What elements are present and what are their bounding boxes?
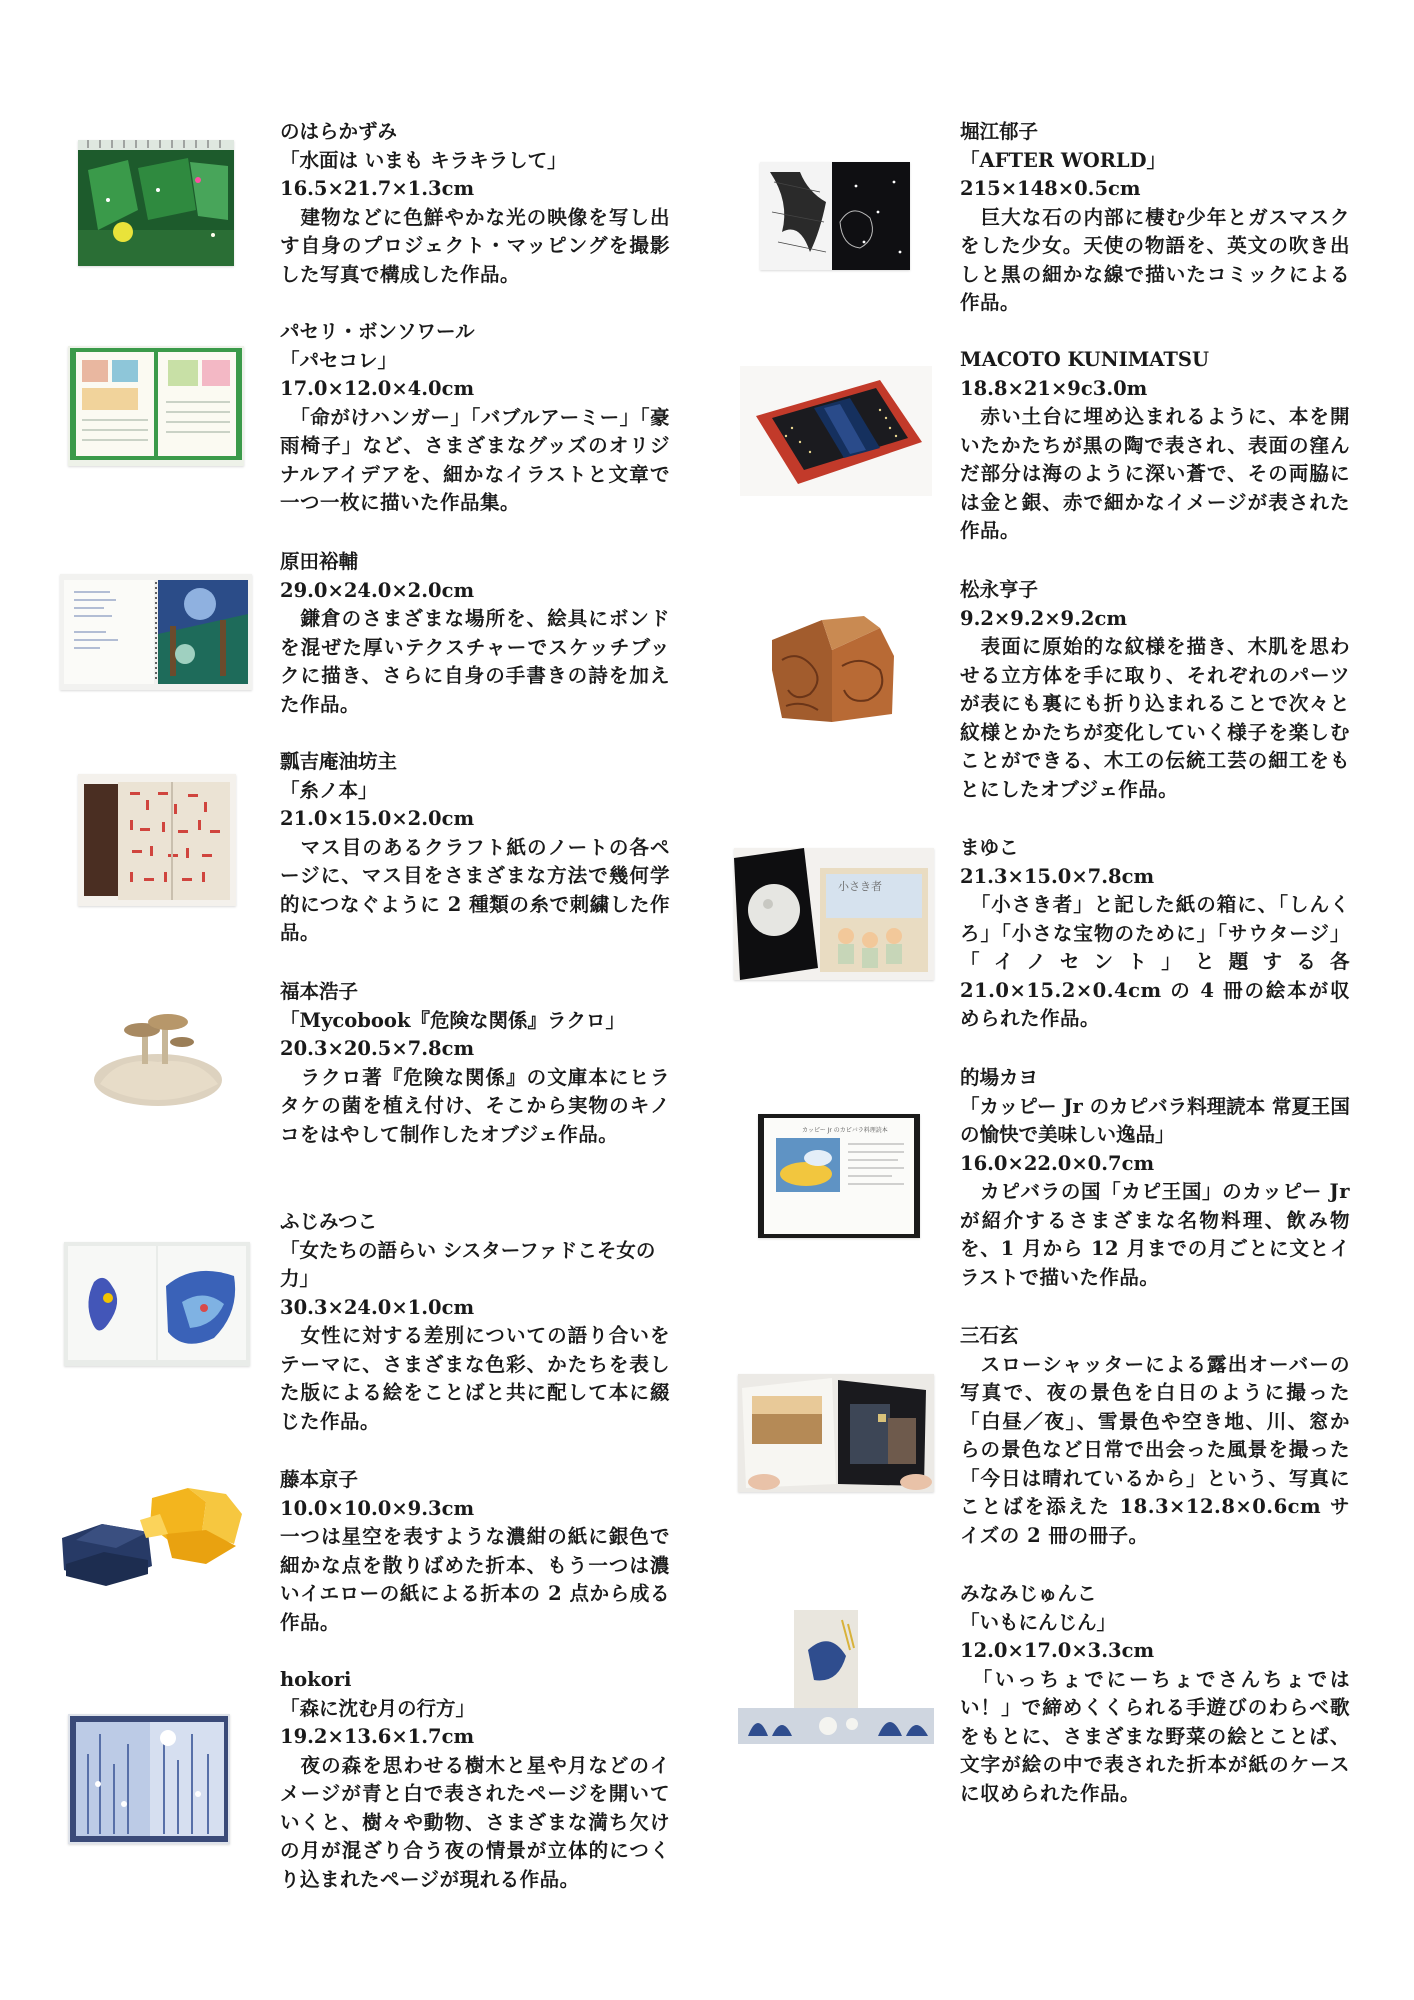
- work-description: 建物などに色鮮やかな光の映像を写し出す自身のプロジェクト・マッピングを撮影した写真で構成した作品。: [280, 205, 670, 286]
- artist-name: みなみじゅんこ: [960, 1582, 1097, 1605]
- artist-name: 福本浩子: [280, 980, 359, 1003]
- artwork-photo: [738, 1374, 934, 1492]
- entry-text: [280, 978, 670, 1149]
- entry-fukumoto-hiroko: [60, 978, 710, 1208]
- artist-name: hokori: [280, 1668, 352, 1691]
- work-description: 夜の森を思わせる樹木と星や月などのイメージが青と白で表されたページを開いていくと、樹々や動物、さまざまな満ち欠けの月が混ざり合う夜の情景が立体的につくり込まれたページが現れる作品。: [280, 1753, 670, 1891]
- work-size: 29.0×24.0×2.0cm: [280, 578, 475, 602]
- entry-minami-junko: [740, 1580, 1390, 1810]
- entry-horie-ikuko: [740, 118, 1390, 348]
- artwork-photo: [738, 1610, 934, 1744]
- work-description: マス目のあるクラフト紙のノートの各ページに、マス目をさまざまな方法で幾何学的につなぐように 2 種類の糸で刺繍した作品。: [280, 835, 670, 944]
- work-size: 19.2×13.6×1.7cm: [280, 1725, 475, 1748]
- work-title: 「Mycobook『危険な関係』ラクロ」: [280, 1008, 625, 1032]
- work-title: 「カッピー Jr のカピバラ料理読本 常夏王国の愉快で美味しい逸品」: [960, 1094, 1350, 1146]
- work-description: 巨大な石の内部に棲む少年とガスマスクをした少女。天使の物語を、英文の吹き出しと黒の細かな線で描いたコミックによる作品。: [960, 205, 1350, 314]
- artist-name: 原田裕輔: [280, 550, 359, 573]
- artwork-photo: [768, 610, 898, 732]
- entry-text: [960, 834, 1350, 1034]
- work-description: 女性に対する差別についての語り合いをテーマに、さまざまな色彩、かたちを表した版による絵をことばと共に配して本に綴じた作品。: [280, 1324, 670, 1433]
- work-description: 「小さき者」と記した紙の箱に、「しんくろ」「小さな宝物のために」「サウタージ」「イノセント」と題する各 21.0×15.2×0.4cm の 4 冊の絵本が収められた作品。: [960, 893, 1350, 1030]
- work-size: 10.0×10.0×9.3cm: [280, 1496, 475, 1520]
- work-description: 「命がけハンガー」「バブルアーミー」「豪雨椅子」など、さまざまなグッズのオリジナルアイデアを、細かなイラストと文章で一つ一枚に描いた作品集。: [280, 405, 670, 514]
- artist-name: パセリ・ボンソワール: [280, 320, 475, 343]
- work-description: 赤い土台に埋め込まれるように、本を開いたかたちが黒の陶で表され、表面の窪んだ部分は海のように深い蒼で、その両脇には金と銀、赤で細かなイメージが表された作品。: [960, 405, 1350, 542]
- entry-hokori: [60, 1666, 710, 1896]
- artwork-photo: [60, 574, 252, 690]
- entry-text: [280, 1666, 670, 1894]
- work-description: 鎌倉のさまざまな場所を、絵具にボンドを混ぜた厚いテクスチャーでスケッチブックに描き、さらに自身の手書きの詩を加えた作品。: [280, 607, 670, 716]
- entry-text: [960, 1064, 1350, 1292]
- work-size: 16.5×21.7×1.3cm: [280, 177, 475, 200]
- entry-fujimoto-kyoko: [60, 1466, 710, 1696]
- entry-fuji-mitsuko: [60, 1208, 710, 1438]
- work-description: 一つは星空を表すような濃紺の紙に銀色で細かな点を散りばめた折本、もう一つは濃いイエローの紙による折本の 2 点から成る作品。: [280, 1525, 670, 1634]
- entry-text: [960, 346, 1350, 546]
- entry-mitsuishi-gen: [740, 1322, 1390, 1552]
- entry-text: [280, 1208, 670, 1436]
- work-size: 21.0×15.0×2.0cm: [280, 807, 475, 830]
- artwork-photo: [740, 366, 932, 496]
- entry-text: [280, 748, 670, 948]
- work-description: ラクロ著『危険な関係』の文庫本にヒラタケの菌を植え付け、そこから実物のキノコをはやして制作したオブジェ作品。: [280, 1065, 670, 1146]
- artist-name: 的場カヨ: [960, 1066, 1039, 1089]
- entry-matoba-kayo: [740, 1064, 1390, 1294]
- artist-name: ふじみつこ: [280, 1210, 378, 1233]
- work-size: 30.3×24.0×1.0cm: [280, 1295, 475, 1319]
- artwork-photo: [68, 346, 244, 466]
- entry-hyokichian-aburabozu: [60, 748, 710, 978]
- work-size: 215×148×0.5cm: [960, 177, 1141, 200]
- artwork-photo: [78, 774, 236, 906]
- entry-text: [280, 548, 670, 719]
- work-title: 「女たちの語らい シスターファドこそ女の力」: [280, 1238, 656, 1290]
- artwork-photo: [758, 1114, 920, 1238]
- work-size: 12.0×17.0×3.3cm: [960, 1639, 1155, 1662]
- work-description: 表面に原始的な紋様を描き、木肌を思わせる立方体を手に取り、それぞれのパーツが表にも裏にも折り込まれることで次々と紋様とかたちが変化していく様子を楽しむことができる、木工の伝統工芸の細工をもとにしたオブジェ作品。: [960, 635, 1350, 801]
- work-size: 9.2×9.2×9.2cm: [960, 606, 1127, 630]
- work-title: 「水面は いまも キラキラして」: [280, 148, 567, 172]
- artist-name: のはらかずみ: [280, 120, 398, 143]
- artwork-photo: [734, 848, 934, 980]
- book-title-text: カッピー Jr のカピバラ料理読本: [802, 1127, 888, 1134]
- work-size: 17.0×12.0×4.0cm: [280, 377, 475, 400]
- artist-name: 堀江郁子: [960, 120, 1039, 143]
- work-size: 20.3×20.5×7.8cm: [280, 1037, 475, 1060]
- entry-nohara-kazumi: [60, 118, 710, 348]
- artwork-photo: [78, 140, 234, 266]
- entry-text: [960, 576, 1350, 804]
- work-title: 「パセコレ」: [280, 348, 398, 372]
- entry-text: [280, 1466, 670, 1637]
- entry-text: [280, 318, 670, 518]
- artist-name: 松永亨子: [960, 578, 1039, 601]
- work-title: 「森に沈む月の行方」: [280, 1696, 476, 1720]
- work-description: カピバラの国「カピ王国」のカッピー Jr が紹介するさまざまな名物料理、飲み物を、1 月から 12 月までの月ごとに文とイラストで描いた作品。: [960, 1180, 1350, 1289]
- entry-paseri-bonsoir: [60, 318, 710, 548]
- artist-name: まゆこ: [960, 836, 1019, 859]
- work-title: 「いもにんじん」: [960, 1610, 1117, 1634]
- artist-name: 瓢吉庵油坊主: [280, 750, 398, 773]
- work-description: スローシャッターによる露出オーバーの写真で、夜の景色を白日のように撮った「白昼／夜」、雪景色や空き地、川、窓からの景色など日常で出会った風景を撮った「今日は晴れているから」という、写真にことばを添えた 18.3×12.8×0.6cm サイズの 2 冊の冊子。: [960, 1352, 1350, 1547]
- artist-name: 藤本京子: [280, 1468, 359, 1491]
- box-label: 小さき者: [838, 880, 882, 893]
- work-size: 21.3×15.0×7.8cm: [960, 864, 1155, 888]
- entry-matsunaga-kyoko: [740, 576, 1390, 806]
- artwork-photo: [78, 996, 236, 1114]
- entry-text: [960, 118, 1350, 318]
- entry-harada-yusuke: [60, 548, 710, 778]
- artwork-photo: [760, 162, 910, 270]
- artwork-photo: [68, 1714, 230, 1844]
- artist-name: MACOTO KUNIMATSU: [960, 348, 1209, 371]
- artwork-photo: [56, 1474, 256, 1592]
- entry-text: [280, 118, 670, 289]
- work-title: 「糸ノ本」: [280, 778, 378, 802]
- artist-name: 三石玄: [960, 1324, 1019, 1347]
- entry-text: [960, 1580, 1350, 1808]
- entry-macoto-kunimatsu: [740, 346, 1390, 576]
- artwork-photo: [64, 1242, 250, 1366]
- entry-mayuko: [740, 834, 1390, 1064]
- work-size: 16.0×22.0×0.7cm: [960, 1151, 1155, 1175]
- work-title: 「AFTER WORLD」: [960, 148, 1167, 172]
- work-size: 18.8×21×9c3.0m: [960, 376, 1148, 400]
- work-description: 「いっちょでにーちょでさんちょではい！」で締めくくられる手遊びのわらべ歌をもとに、さまざまな野菜の絵とことば、文字が絵の中で表された折本が紙のケースに収められた作品。: [960, 1667, 1350, 1805]
- entry-text: [960, 1322, 1350, 1550]
